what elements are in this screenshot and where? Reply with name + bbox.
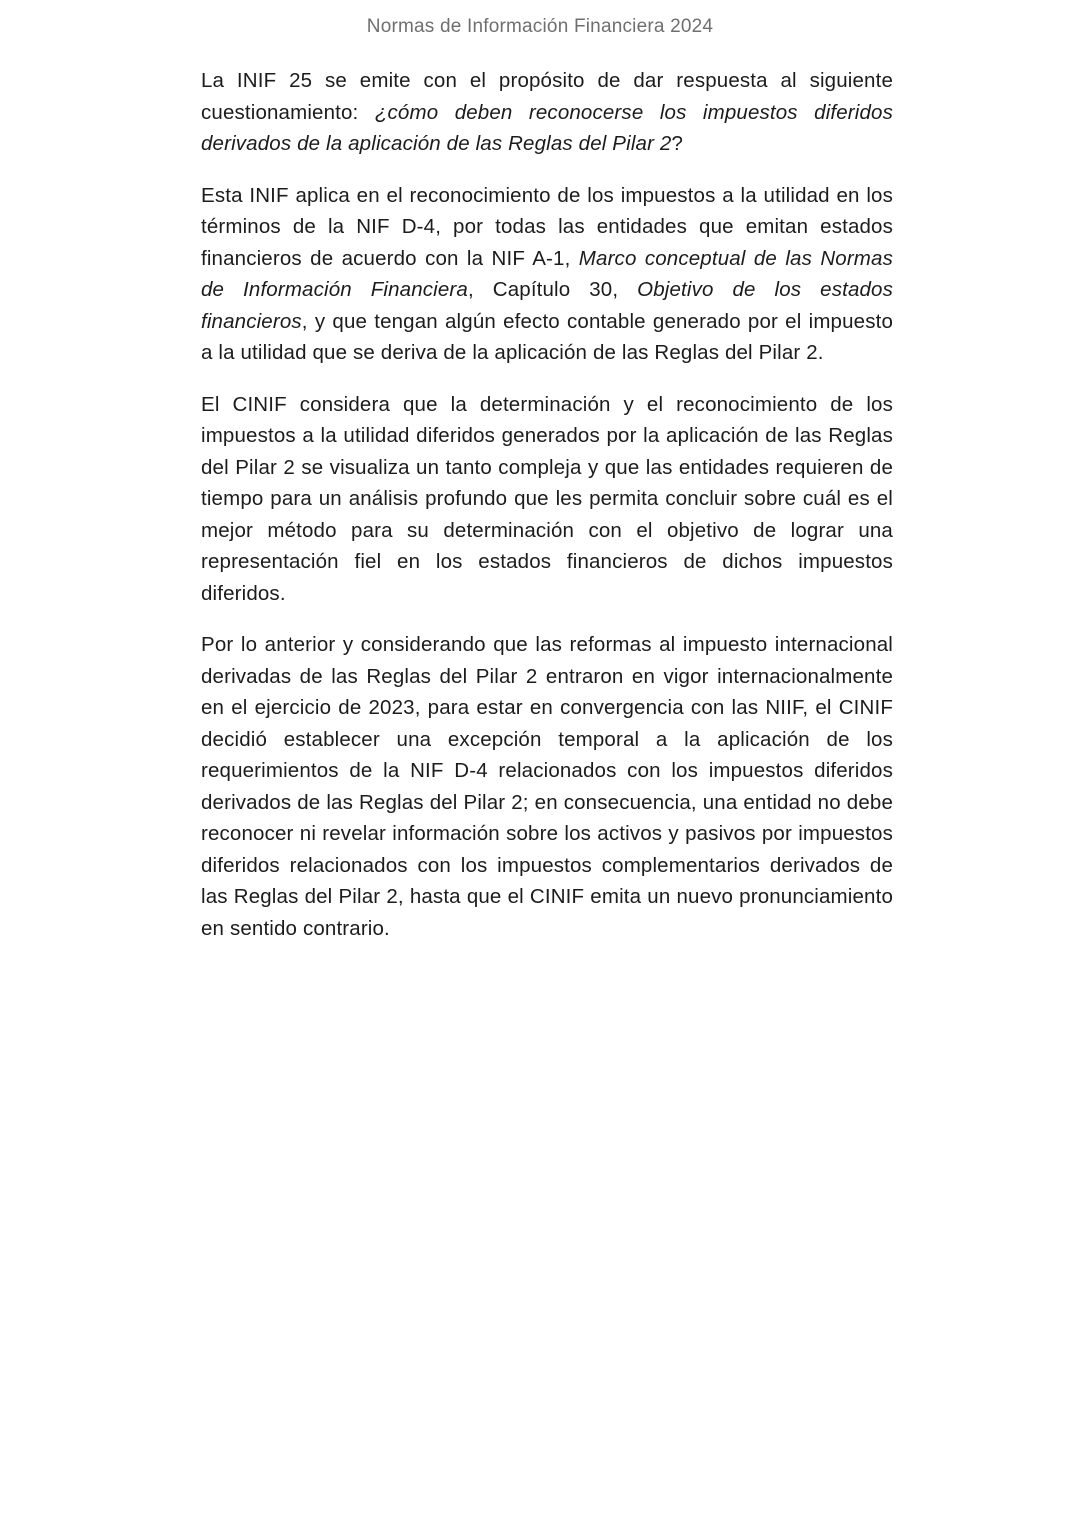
paragraph-italic-text: ¿cómo deben reconocerse los impuestos diferidos derivados de la aplicación de las Reglas del Pilar 2 [201, 100, 893, 155]
paragraph-3 [201, 389, 893, 610]
paragraph-text: El CINIF considera que la determinación y el reconocimiento de los impuestos a la utilidad diferidos generados por la aplicación de las Reglas del Pilar 2 se visualiza un tanto compleja y que las entidades requieren de tiempo para un análisis profundo que les permita concluir sobre cuál es el mejor método para su determinación con el objetivo de lograr una representación fiel en los estados financieros de dichos impuestos diferidos. [201, 392, 893, 605]
paragraph-text: , Capítulo 30, [467, 278, 638, 301]
document-body [201, 65, 893, 964]
paragraph-italic-text: Objetivo de los estados financieros [201, 278, 893, 333]
paragraph-1 [201, 65, 893, 160]
paragraph-text: Esta INIF aplica en el reconocimiento de los impuestos a la utilidad en los términos de la NIF D-4, por todas las entidades que emitan estados financieros de acuerdo con la NIF A-1, [201, 183, 893, 270]
paragraph-2 [201, 180, 893, 369]
page-header: Normas de Información Financiera 2024 [366, 16, 714, 37]
paragraph-italic-text: Marco conceptual de las Normas de Información Financiera [201, 246, 893, 301]
paragraph-text: ? [671, 132, 684, 155]
paragraph-text: La INIF 25 se emite con el propósito de dar respuesta al siguiente cuestionamiento: [201, 69, 893, 124]
paragraph-4 [201, 629, 893, 944]
paragraph-text: Por lo anterior y considerando que las reformas al impuesto internacional derivadas de las Reglas del Pilar 2 entraron en vigor internacionalmente en el ejercicio de 2023, para estar en convergencia con las NIIF, el CINIF decidió establecer una excepción temporal a la aplicación de los requerimientos de la NIF D-4 relacionados con los impuestos diferidos derivados de las Reglas del Pilar 2; en consecuencia, una entidad no debe reconocer ni revelar información sobre los activos y pasivos por impuestos diferidos relacionados con los impuestos complementarios derivados de las Reglas del Pilar 2, hasta que el CINIF emita un nuevo pronunciamiento en sentido contrario. [201, 633, 893, 940]
paragraph-text: , y que tengan algún efecto contable generado por el impuesto a la utilidad que se deriva de la aplicación de las Reglas del Pilar 2. [201, 309, 893, 364]
